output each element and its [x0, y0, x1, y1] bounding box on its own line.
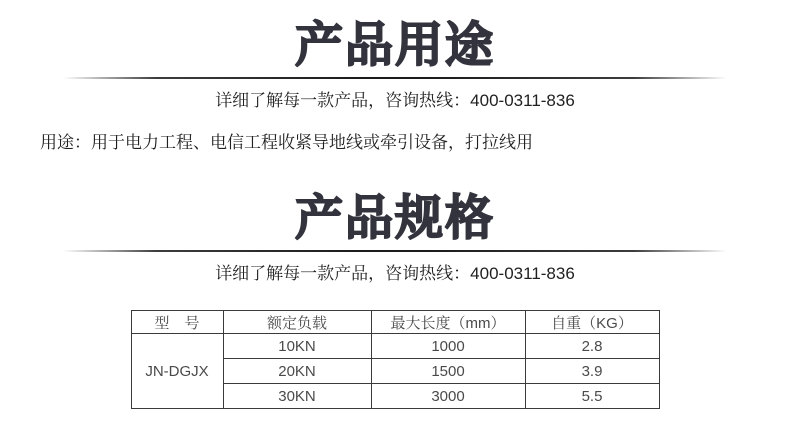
hotline-subtitle: 详细了解每一款产品，咨询热线：400-0311-836 [215, 91, 575, 110]
rated-load-cell: 20KN [223, 359, 371, 384]
usage-description: 用途：用于电力工程、电信工程收紧导地线或牵引设备，打拉线用 [40, 133, 533, 152]
max-length-cell: 1500 [371, 359, 525, 384]
header-weight: 自重（KG） [525, 311, 659, 334]
section-divider [63, 77, 727, 79]
weight-cell: 3.9 [525, 359, 659, 384]
header-model: 型 号 [131, 311, 223, 334]
header-max-length: 最大长度（mm） [371, 311, 525, 334]
section-divider [63, 250, 727, 252]
model-cell: JN-DGJX [131, 334, 223, 409]
rated-load-cell: 10KN [223, 334, 371, 359]
section-product-usage [0, 0, 790, 153]
weight-cell: 5.5 [525, 384, 659, 409]
hotline-subtitle: 详细了解每一款产品，咨询热线：400-0311-836 [215, 264, 575, 283]
section-title-usage: 产品用途 [294, 19, 495, 72]
max-length-cell: 1000 [371, 334, 525, 359]
weight-cell: 2.8 [525, 334, 659, 359]
section-product-specs [0, 153, 790, 409]
section-title-specs: 产品规格 [294, 192, 495, 245]
spec-table [131, 310, 660, 409]
table-row [131, 334, 659, 359]
rated-load-cell: 30KN [223, 384, 371, 409]
header-rated-load: 额定负载 [223, 311, 371, 334]
max-length-cell: 3000 [371, 384, 525, 409]
table-header-row [131, 311, 659, 334]
